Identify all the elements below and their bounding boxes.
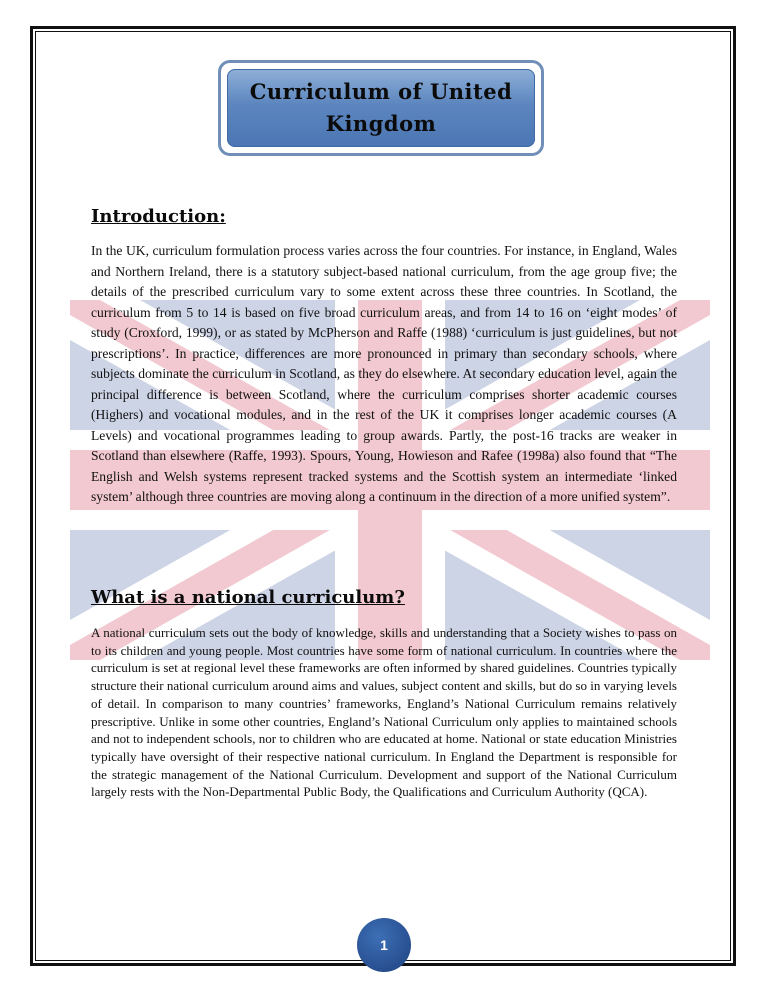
introduction-heading: Introduction: [91, 206, 226, 227]
page-title-line-1: Curriculum of United [249, 79, 513, 104]
page-title [241, 76, 521, 140]
page-title-line-2: Kingdom [325, 111, 437, 136]
page-number: 1 [380, 937, 388, 953]
introduction-paragraph: In the UK, curriculum formulation process varies across the four countries. For instance, in England, Wales and Northern Ireland, there is a statutory subject-based national curriculum, from the age group five; the details of the prescribed curriculum vary to some extent across these three countries. In Scotland, the curriculum from 5 to 14 is based on five broad curriculum areas, and from 14 to 16 on ‘eight modes’ of study (Croxford, 1999), or as stated by McPherson and Raffe (1988) ‘curriculum is just guidelines, but not prescriptions’. In practice, differences are more pronounced in primary than secondary schools, where subjects dominate the curriculum in Scotland, as they do elsewhere. At secondary education level, again the principal difference is between Scotland, where the curriculum comprises shorter academic courses (Highers) and vocational modules, and in the rest of the UK it comprises longer academic courses (A Levels) and vocational programmes leading to group awards. Partly, the post-16 tracks are weaker in Scotland than elsewhere (Raffe, 1993). Spours, Young, Howieson and Rafee (1998a) also found that “The English and Welsh systems represent tracked systems and the Scottish system an intermediate ‘linked system’ although three countries are moving along a continuum in the direction of a more unified system”. [91, 243, 677, 504]
title-banner-fill [227, 69, 535, 147]
national-curriculum-paragraph: A national curriculum sets out the body of knowledge, skills and understanding that a Society wishes to pass on to its children and young people. Most countries have some form of national curriculum. In countries where the curriculum is set at regional level these frameworks are often informed by shared guidelines. Countries typically structure their national curriculum around aims and values, subject content and skills, but do so in varying levels of detail. In comparison to many countries’ frameworks, England’s National Curriculum remains relatively prescriptive. Unlike in some other countries, England’s National Curriculum only applies to maintained schools and not to independent schools, nor to children who are educated at home. National or state education Ministries typically have oversight of their respective national curriculum. In England the Department is responsible for the strategic management of the National Curriculum. Development and support of the National Curriculum largely rests with the Non-Departmental Public Body, the Qualifications and Curriculum Authority (QCA). [91, 625, 677, 800]
page-number-badge [357, 918, 411, 972]
title-banner [218, 60, 544, 156]
national-curriculum-heading: What is a national curriculum? [91, 587, 405, 608]
